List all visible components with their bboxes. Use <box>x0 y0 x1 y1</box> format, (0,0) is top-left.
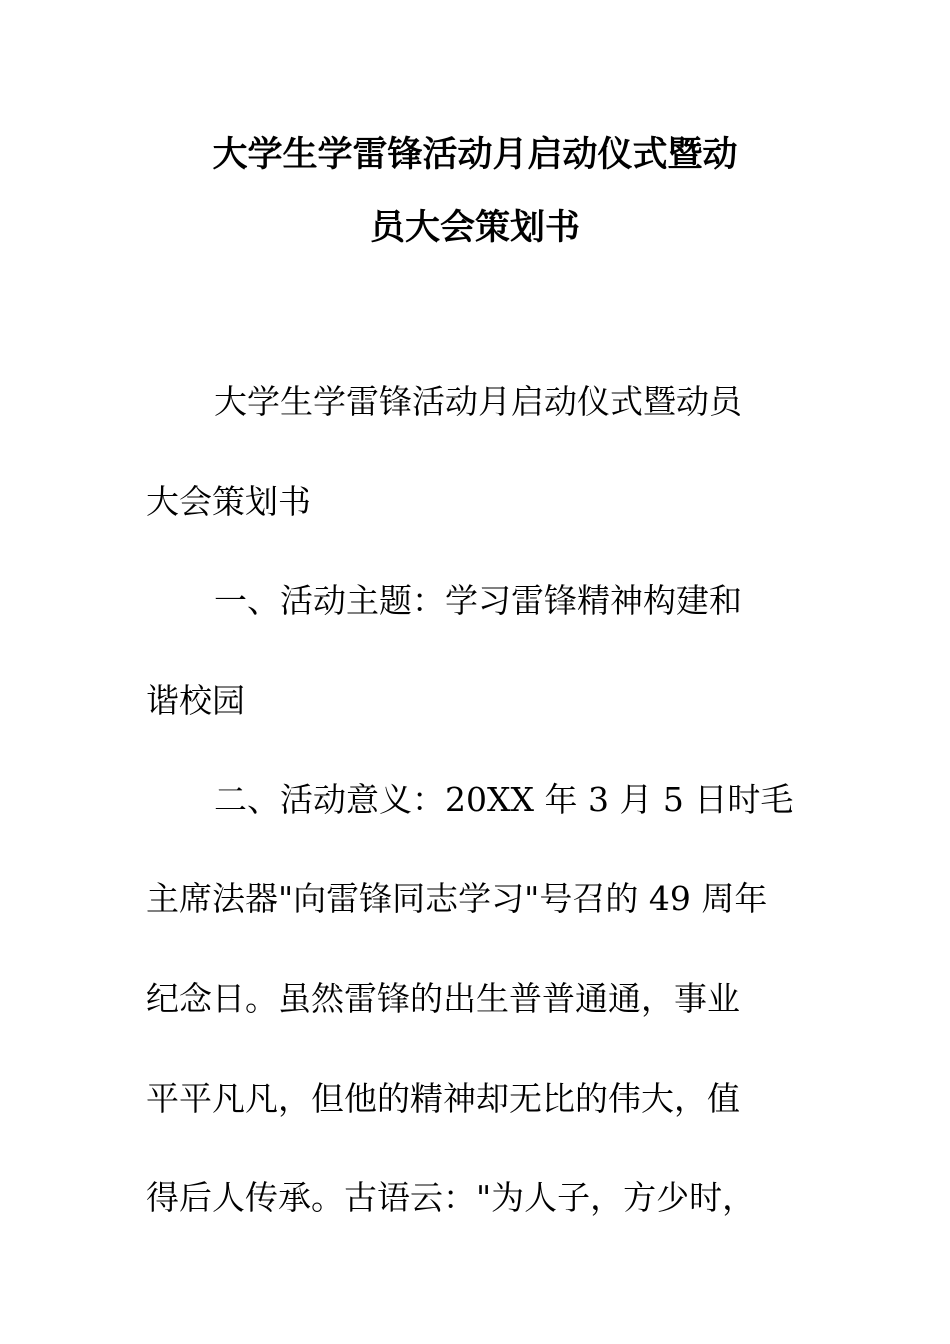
body-line: 纪念日。虽然雷锋的出生普普通通，事业 <box>146 979 740 1018</box>
document-title-line-2: 员大会策划书 <box>369 208 580 248</box>
body-line: 大会策划书 <box>146 482 311 521</box>
document-title-line-1: 大学生学雷锋活动月启动仪式暨动 <box>212 135 738 175</box>
body-line: 大学生学雷锋活动月启动仪式暨动员 <box>214 382 742 421</box>
body-line: 主席法器"向雷锋同志学习"号召的 49 周年 <box>146 879 768 918</box>
body-line: 平平凡凡，但他的精神却无比的伟大，值 <box>146 1079 740 1118</box>
body-line: 一、活动主题：学习雷锋精神构建和 <box>214 581 742 620</box>
body-line: 二、活动意义：20XX 年 3 月 5 日时毛 <box>214 780 794 819</box>
body-line: 得后人传承。古语云："为人子，方少时， <box>146 1178 756 1217</box>
body-line: 谐校园 <box>146 681 245 720</box>
